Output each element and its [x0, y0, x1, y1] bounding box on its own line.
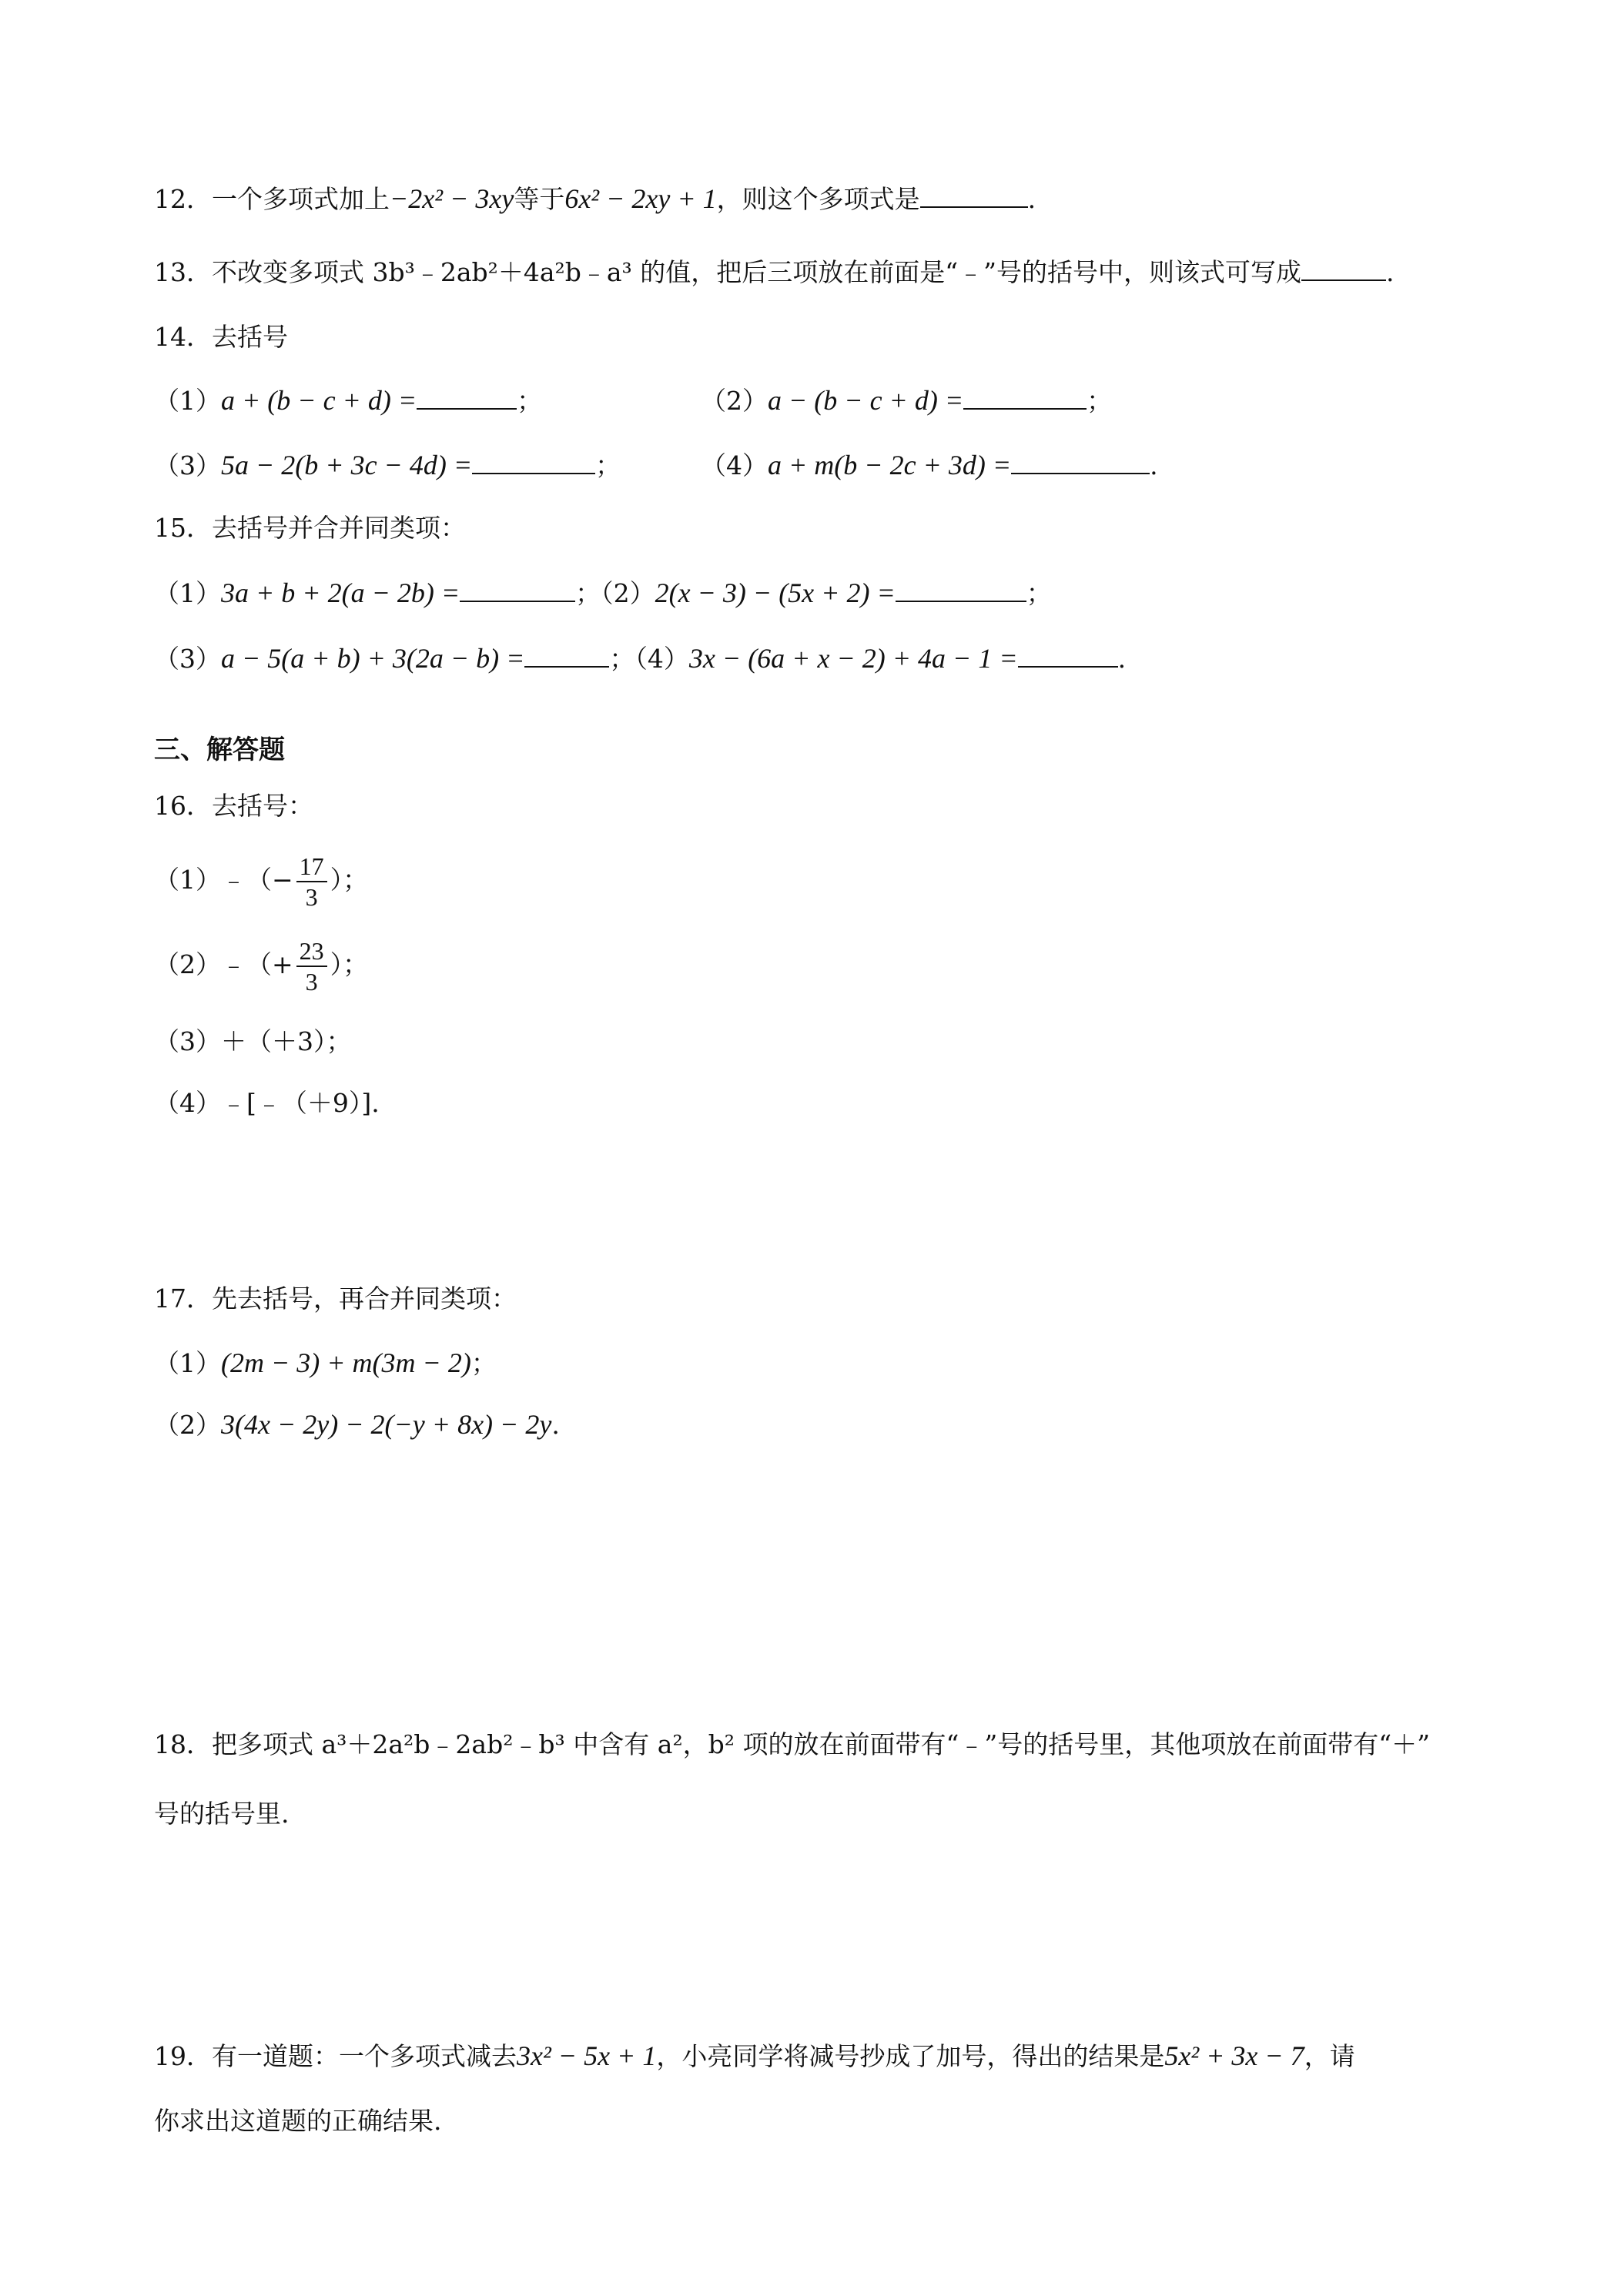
answer-blank[interactable] — [963, 385, 1087, 410]
q12-expr2: 6x² − 2xy + 1 — [564, 183, 717, 214]
q17-p1-end: ； — [470, 1348, 497, 1378]
answer-blank[interactable] — [896, 577, 1026, 602]
q15-p1-label: （1） — [154, 578, 221, 608]
q14-p1-expr: a + (b − c + d) = — [221, 385, 417, 416]
q14-p1-label: （1） — [154, 386, 221, 416]
question-16-title: 16．去括号： — [154, 791, 313, 821]
question-12 — [154, 183, 1036, 215]
q17-p2-label: （2） — [154, 1410, 221, 1440]
q15-p3-end: ； — [609, 644, 635, 674]
q14-p1-end: ； — [517, 386, 543, 416]
q16-p1-label: （1）﹣（− — [154, 865, 293, 895]
q14-p4-end: . — [1150, 450, 1158, 480]
q14-part-2 — [701, 385, 1112, 417]
q19-expr2: 5x² + 3x − 7 — [1164, 2040, 1304, 2071]
q12-mid: 等于 — [514, 184, 565, 214]
q13-end: . — [1386, 257, 1395, 287]
question-13 — [154, 256, 1395, 288]
question-19-line-2: 你求出这道题的正确结果. — [154, 2106, 442, 2136]
q14-p2-label: （2） — [701, 386, 768, 416]
q16-part-3: （3）＋（＋3）； — [154, 1026, 352, 1056]
question-18-line-2: 号的括号里. — [154, 1799, 290, 1829]
q15-p1-expr: 3a + b + 2(a − 2b) = — [221, 577, 460, 608]
question-19-line-1 — [154, 2040, 1355, 2072]
fraction — [296, 936, 327, 996]
q14-p2-end: ； — [1087, 386, 1113, 416]
answer-blank[interactable] — [1011, 450, 1150, 474]
question-15-title: 15．去括号并合并同类项： — [154, 513, 466, 543]
q17-p1-label: （1） — [154, 1348, 221, 1378]
answer-blank[interactable] — [524, 643, 609, 668]
q14-p4-expr: a + m(b − 2c + 3d) = — [768, 450, 1012, 480]
q14-p3-expr: 5a − 2(b + 3c − 4d) = — [221, 450, 473, 480]
q14-part-1 — [154, 385, 542, 417]
q17-part-2 — [154, 1409, 560, 1441]
q17-p1-expr: (2m − 3) + m(3m − 2) — [221, 1347, 471, 1378]
q15-p4-label: （4） — [635, 644, 689, 674]
fraction-denominator: 3 — [305, 883, 318, 911]
q16-p1-end: ）； — [330, 865, 369, 895]
q16-part-4: （4）﹣[﹣（＋9）]. — [154, 1088, 380, 1118]
section-heading: 三、解答题 — [154, 735, 285, 765]
fraction-denominator: 3 — [305, 968, 318, 996]
fraction-numerator: 17 — [296, 852, 327, 882]
answer-blank[interactable] — [460, 577, 575, 602]
q14-part-3 — [154, 450, 621, 481]
q16-p2-label: （2）﹣（+ — [154, 949, 293, 979]
answer-blank[interactable] — [920, 183, 1028, 208]
answer-blank[interactable] — [1018, 643, 1118, 668]
question-17-title: 17．先去括号，再合并同类项： — [154, 1284, 517, 1314]
q14-p3-label: （3） — [154, 450, 221, 480]
q12-end: . — [1027, 184, 1036, 214]
q19-mid: ，小亮同学将减号抄成了加号，得出的结果是 — [656, 2041, 1165, 2071]
q12-suffix: ，则这个多项式是 — [716, 184, 920, 214]
q15-p4-end: . — [1117, 644, 1127, 674]
answer-blank[interactable] — [1301, 256, 1386, 281]
q17-p2-end: . — [551, 1410, 560, 1440]
answer-blank[interactable] — [417, 385, 517, 410]
q13-text: 13．不改变多项式 3b³﹣2ab²＋4a²b﹣a³ 的值，把后三项放在前面是“﹣”号的括号中，则该式可写成 — [154, 257, 1302, 287]
q16-part-1 — [154, 851, 368, 912]
q16-part-2 — [154, 935, 368, 996]
q15-row-2 — [154, 643, 1126, 674]
q14-p4-label: （4） — [701, 450, 768, 480]
q15-p2-end: ； — [1026, 578, 1052, 608]
q12-prefix: 12．一个多项式加上 — [154, 184, 390, 214]
q15-p3-label: （3） — [154, 644, 221, 674]
q15-p2-expr: 2(x − 3) − (5x + 2) = — [655, 577, 896, 608]
q19-suffix: ，请 — [1304, 2041, 1355, 2071]
q12-expr1: −2x² − 3xy — [390, 183, 514, 214]
fraction-numerator: 23 — [296, 936, 327, 967]
q14-part-4 — [701, 450, 1158, 481]
question-18-line-1: 18．把多项式 a³＋2a²b﹣2ab²﹣b³ 中含有 a²，b² 项的放在前面带有“﹣”号的括号里，其他项放在前面带有“＋” — [154, 1729, 1430, 1759]
q19-prefix: 19．有一道题：一个多项式减去 — [154, 2041, 517, 2071]
q15-p3-expr: a − 5(a + b) + 3(2a − b) = — [221, 643, 525, 674]
q17-p2-expr: 3(4x − 2y) − 2(−y + 8x) − 2y — [221, 1409, 552, 1440]
q16-p2-end: ）； — [330, 949, 369, 979]
q15-row-1 — [154, 577, 1052, 609]
q17-part-1 — [154, 1347, 497, 1379]
answer-blank[interactable] — [472, 450, 595, 474]
question-14-title: 14．去括号 — [154, 322, 288, 352]
q15-p2-label: （2） — [601, 578, 655, 608]
q14-p2-expr: a − (b − c + d) = — [768, 385, 964, 416]
q19-expr1: 3x² − 5x + 1 — [517, 2040, 657, 2071]
q15-p1-end: ； — [575, 578, 601, 608]
q14-p3-end: ； — [595, 450, 621, 480]
fraction — [296, 852, 327, 912]
q15-p4-expr: 3x − (6a + x − 2) + 4a − 1 = — [688, 643, 1018, 674]
